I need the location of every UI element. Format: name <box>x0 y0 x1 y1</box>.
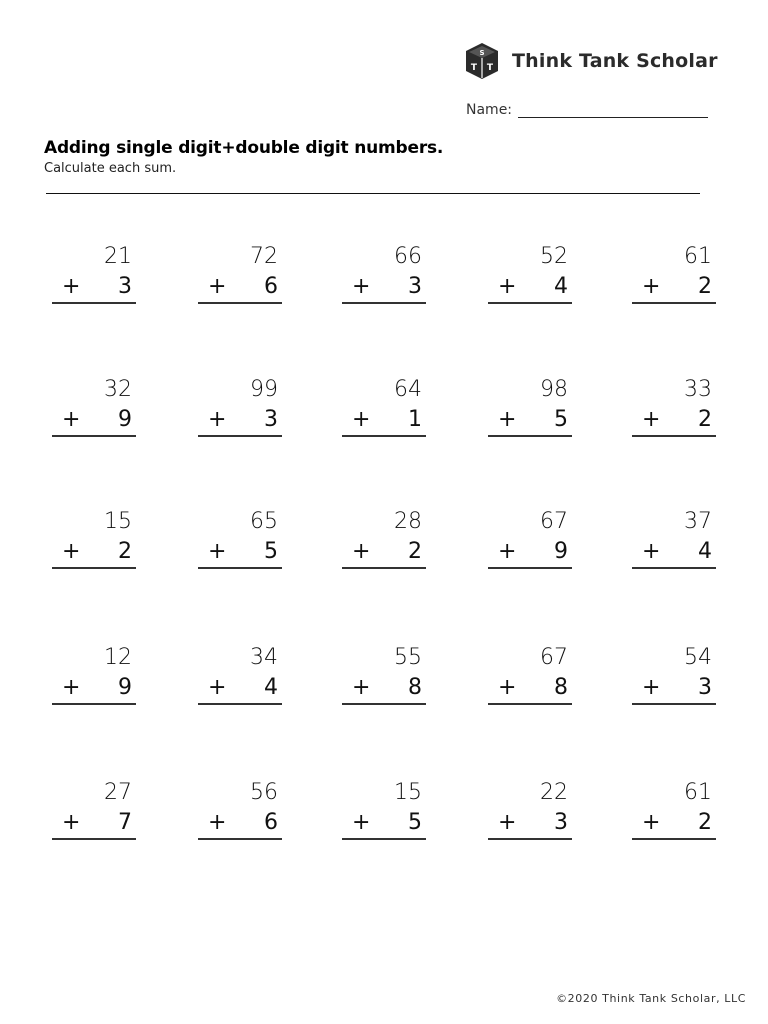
answer-line[interactable] <box>632 302 716 304</box>
addend-top: 37 <box>684 509 712 534</box>
plus-sign: + <box>352 539 371 564</box>
answer-line[interactable] <box>198 703 282 705</box>
addition-problem <box>632 244 712 306</box>
addend-bottom: 2 <box>698 407 712 432</box>
addend-top: 21 <box>104 244 132 269</box>
addend-bottom: 3 <box>698 675 712 700</box>
plus-sign: + <box>642 675 661 700</box>
cube-logo-icon <box>464 42 500 80</box>
addend-top: 99 <box>250 377 278 402</box>
svg-text:T: T <box>486 63 494 73</box>
addend-bottom: 8 <box>554 675 568 700</box>
addend-top: 56 <box>250 780 278 805</box>
addend-bottom: 2 <box>118 539 132 564</box>
answer-line[interactable] <box>198 838 282 840</box>
addend-top: 12 <box>104 645 132 670</box>
addend-bottom: 2 <box>698 810 712 835</box>
answer-line[interactable] <box>52 838 136 840</box>
addend-top: 64 <box>394 377 422 402</box>
addend-top: 33 <box>684 377 712 402</box>
plus-sign: + <box>352 407 371 432</box>
addition-problem <box>198 645 278 707</box>
addition-problem <box>52 509 132 571</box>
addend-bottom: 5 <box>408 810 422 835</box>
answer-line[interactable] <box>342 567 426 569</box>
addend-bottom: 5 <box>554 407 568 432</box>
addend-top: 61 <box>684 780 712 805</box>
addend-bottom: 3 <box>118 274 132 299</box>
addition-problem <box>52 645 132 707</box>
answer-line[interactable] <box>488 302 572 304</box>
addition-problem <box>342 645 422 707</box>
answer-line[interactable] <box>52 703 136 705</box>
addend-top: 65 <box>250 509 278 534</box>
answer-line[interactable] <box>488 435 572 437</box>
answer-line[interactable] <box>342 838 426 840</box>
answer-line[interactable] <box>632 703 716 705</box>
plus-sign: + <box>642 810 661 835</box>
addition-problem <box>632 509 712 571</box>
svg-text:S: S <box>479 49 485 57</box>
plus-sign: + <box>208 407 227 432</box>
addition-problem <box>488 509 568 571</box>
addend-top: 28 <box>394 509 422 534</box>
addend-bottom: 2 <box>408 539 422 564</box>
answer-line[interactable] <box>488 703 572 705</box>
plus-sign: + <box>642 407 661 432</box>
addend-top: 52 <box>540 244 568 269</box>
addend-bottom: 3 <box>264 407 278 432</box>
answer-line[interactable] <box>52 435 136 437</box>
answer-line[interactable] <box>488 838 572 840</box>
plus-sign: + <box>62 675 81 700</box>
plus-sign: + <box>208 675 227 700</box>
addend-top: 66 <box>394 244 422 269</box>
addend-top: 22 <box>540 780 568 805</box>
addend-bottom: 1 <box>408 407 422 432</box>
addition-problem <box>198 509 278 571</box>
worksheet-title: Adding single digit+double digit numbers. <box>44 138 444 158</box>
addition-problem <box>632 377 712 439</box>
addition-problem <box>488 780 568 842</box>
addend-top: 54 <box>684 645 712 670</box>
addend-top: 27 <box>104 780 132 805</box>
plus-sign: + <box>352 274 371 299</box>
addend-bottom: 9 <box>118 407 132 432</box>
plus-sign: + <box>62 274 81 299</box>
answer-line[interactable] <box>632 435 716 437</box>
brand-name: Think Tank Scholar <box>512 50 718 72</box>
addend-bottom: 9 <box>118 675 132 700</box>
answer-line[interactable] <box>342 302 426 304</box>
answer-line[interactable] <box>632 838 716 840</box>
answer-line[interactable] <box>198 302 282 304</box>
addend-bottom: 4 <box>264 675 278 700</box>
addition-problem <box>198 780 278 842</box>
plus-sign: + <box>498 274 517 299</box>
addend-top: 15 <box>394 780 422 805</box>
answer-line[interactable] <box>632 567 716 569</box>
addend-top: 67 <box>540 645 568 670</box>
addition-problem <box>632 645 712 707</box>
addend-top: 72 <box>250 244 278 269</box>
addend-top: 55 <box>394 645 422 670</box>
addend-bottom: 6 <box>264 810 278 835</box>
plus-sign: + <box>62 810 81 835</box>
plus-sign: + <box>352 810 371 835</box>
svg-text:T: T <box>470 63 478 73</box>
addend-bottom: 8 <box>408 675 422 700</box>
addition-problem <box>488 244 568 306</box>
answer-line[interactable] <box>52 567 136 569</box>
addend-bottom: 3 <box>408 274 422 299</box>
addend-bottom: 3 <box>554 810 568 835</box>
plus-sign: + <box>498 539 517 564</box>
addition-problem <box>342 377 422 439</box>
plus-sign: + <box>208 810 227 835</box>
plus-sign: + <box>498 810 517 835</box>
addend-bottom: 2 <box>698 274 712 299</box>
addend-top: 32 <box>104 377 132 402</box>
answer-line[interactable] <box>342 435 426 437</box>
addition-problem <box>342 509 422 571</box>
addition-problem <box>52 377 132 439</box>
addition-problem <box>198 244 278 306</box>
addend-bottom: 6 <box>264 274 278 299</box>
plus-sign: + <box>208 539 227 564</box>
plus-sign: + <box>642 539 661 564</box>
name-field[interactable] <box>518 103 708 118</box>
plus-sign: + <box>208 274 227 299</box>
addition-problem <box>342 780 422 842</box>
plus-sign: + <box>642 274 661 299</box>
addition-problem <box>488 377 568 439</box>
addition-problem <box>632 780 712 842</box>
addition-problem <box>342 244 422 306</box>
plus-sign: + <box>62 407 81 432</box>
addend-bottom: 5 <box>264 539 278 564</box>
addition-problem <box>488 645 568 707</box>
addition-problem <box>198 377 278 439</box>
addend-top: 34 <box>250 645 278 670</box>
plus-sign: + <box>498 675 517 700</box>
worksheet-subtitle: Calculate each sum. <box>44 161 177 176</box>
addend-bottom: 9 <box>554 539 568 564</box>
addition-problem <box>52 244 132 306</box>
name-label: Name: <box>466 102 513 118</box>
answer-line[interactable] <box>52 302 136 304</box>
copyright-text: ©2020 Think Tank Scholar, LLC <box>556 992 746 1005</box>
plus-sign: + <box>352 675 371 700</box>
name-row <box>466 102 708 118</box>
answer-line[interactable] <box>488 567 572 569</box>
answer-line[interactable] <box>198 567 282 569</box>
answer-line[interactable] <box>198 435 282 437</box>
plus-sign: + <box>62 539 81 564</box>
addend-bottom: 4 <box>554 274 568 299</box>
addend-bottom: 7 <box>118 810 132 835</box>
addend-top: 67 <box>540 509 568 534</box>
addend-top: 98 <box>540 377 568 402</box>
answer-line[interactable] <box>342 703 426 705</box>
addend-bottom: 4 <box>698 539 712 564</box>
brand-logo <box>464 42 718 80</box>
plus-sign: + <box>498 407 517 432</box>
addition-problem <box>52 780 132 842</box>
addend-top: 61 <box>684 244 712 269</box>
addend-top: 15 <box>104 509 132 534</box>
header-divider <box>46 193 700 194</box>
